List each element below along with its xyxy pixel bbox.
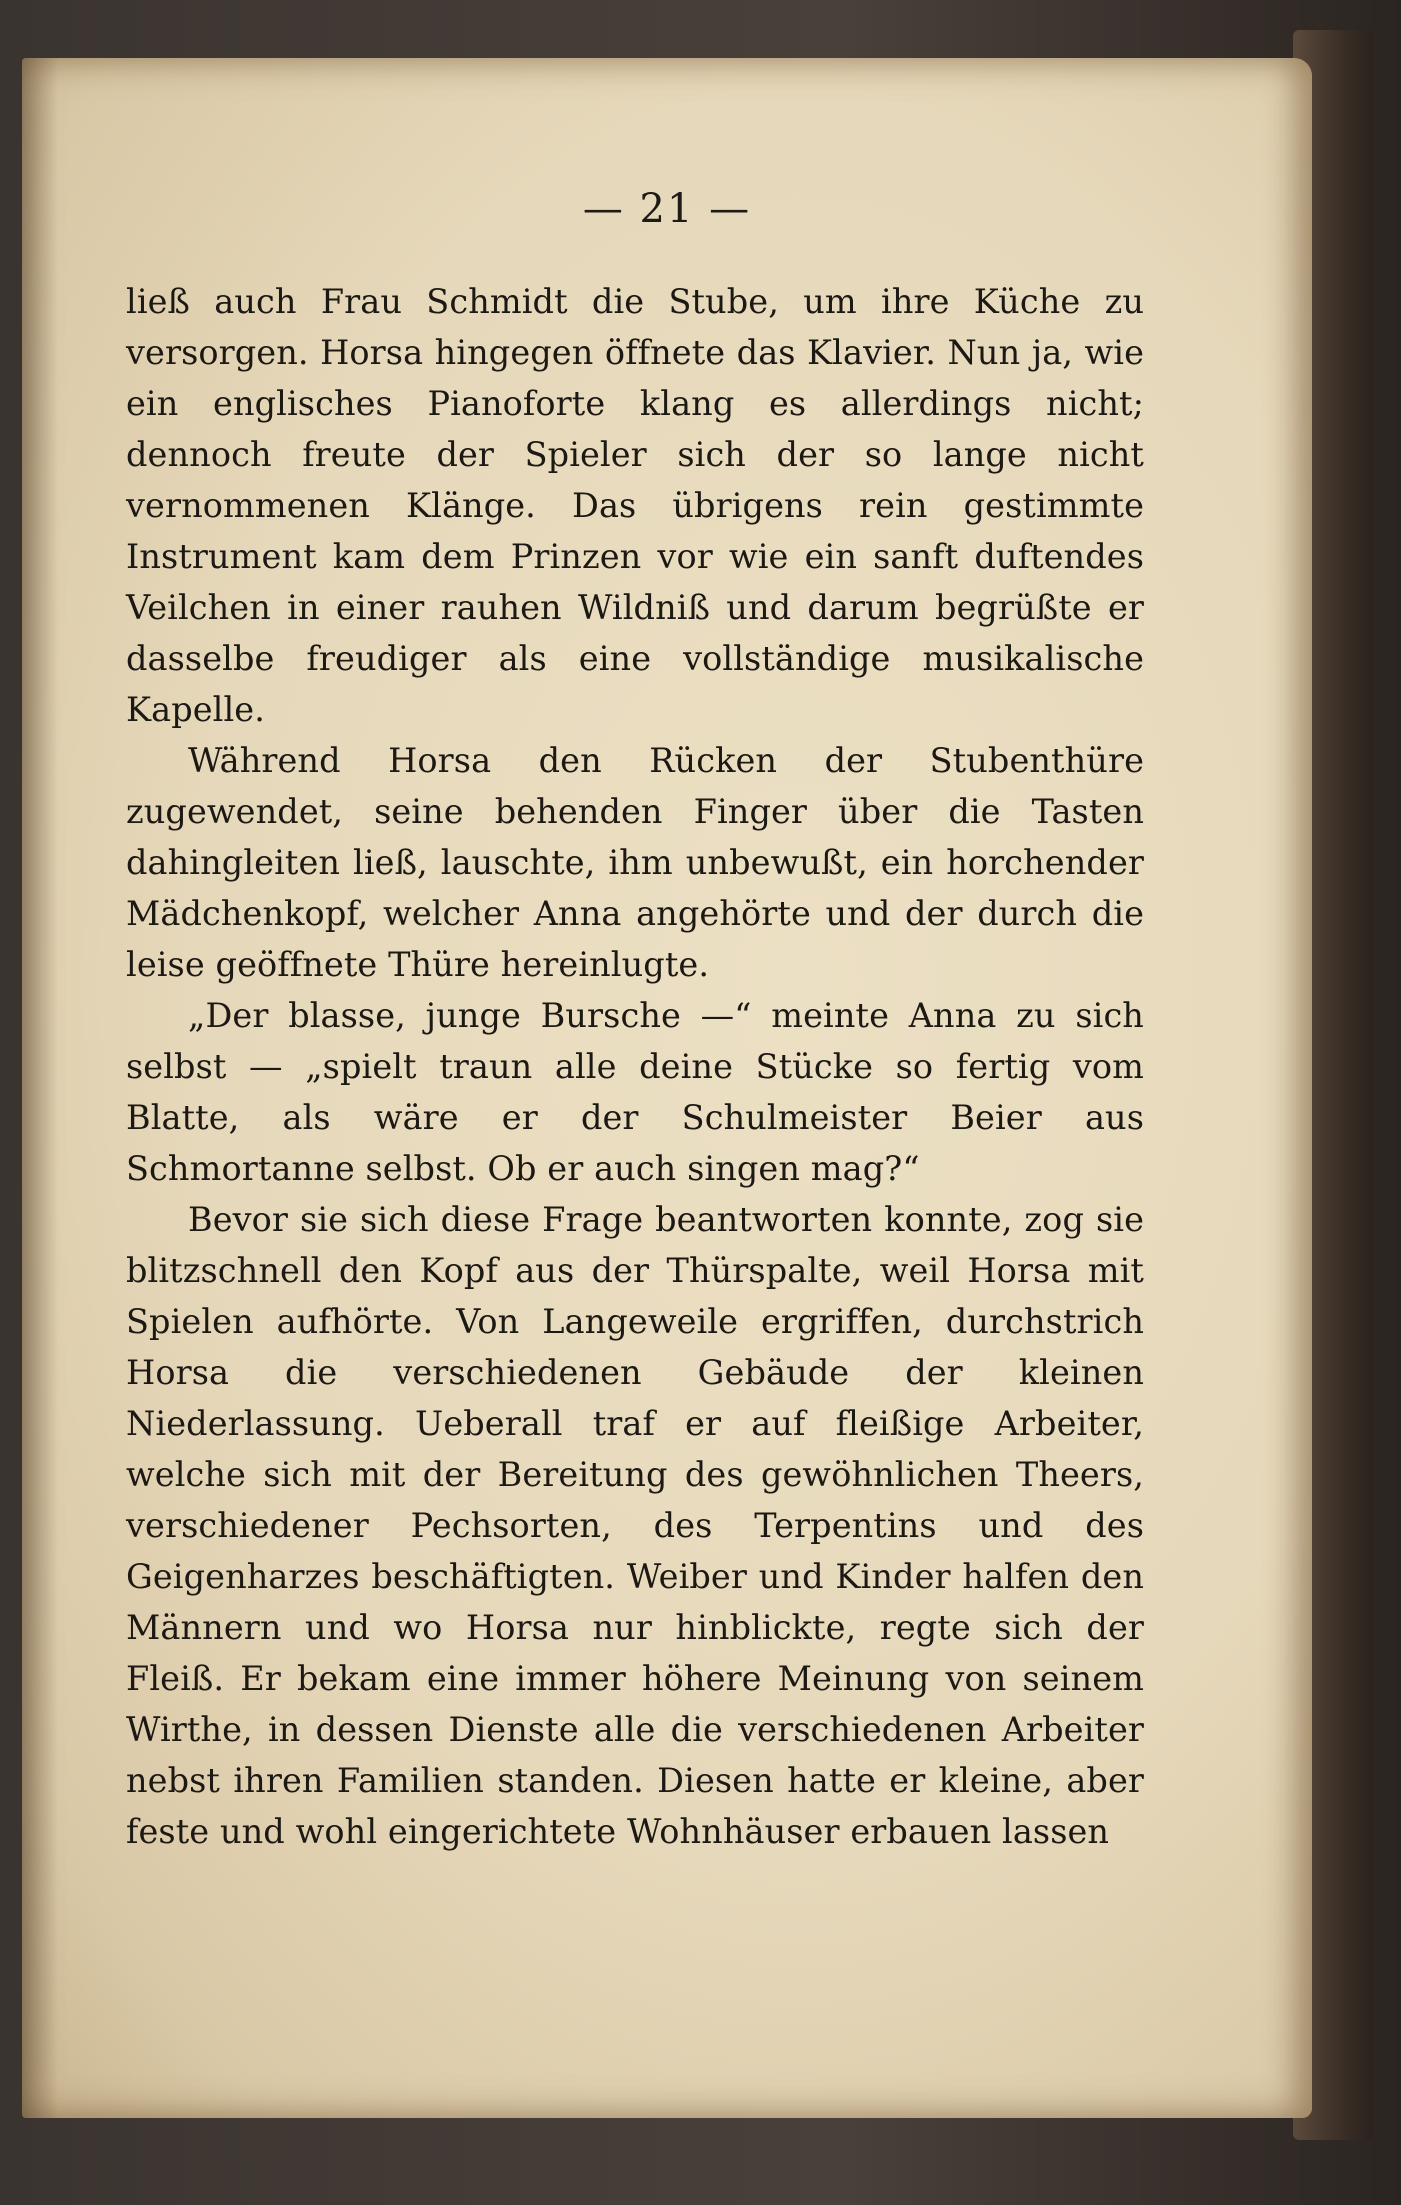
book-page — [22, 58, 1312, 2118]
page-number: — 21 — — [582, 186, 752, 232]
body-text — [126, 276, 1144, 1857]
paragraph: „Der blasse, junge Bursche —“ meinte Anna zu sich selbst — „spielt traun alle deine Stücke so fertig vom Blatte, als wäre er der Schulmeister Beier aus Schmortanne selbst. Ob er auch singen mag?“ — [126, 996, 1144, 1188]
paragraph: Während Horsa den Rücken der Stubenthüre zugewendet, seine behenden Finger über die Tasten dahingleiten ließ, lauschte, ihm unbewußt, ein horchender Mädchenkopf, welcher Anna angehörte und der durch die leise geöffnete Thüre hereinlugte. — [126, 741, 1144, 984]
paragraph: Bevor sie sich diese Frage beantworten konnte, zog sie blitzschnell den Kopf aus der Thürspalte, weil Horsa mit Spielen aufhörte. Von Langeweile ergriffen, durchstrich Horsa die verschiedenen Gebäude der kleinen Niederlassung. Ueberall traf er auf fleißige Arbeiter, welche sich mit der Bereitung des gewöhnlichen Theers, verschiedener Pechsorten, des Terpentins und des Geigenharzes beschäftigten. Weiber und Kinder halfen den Männern und wo Horsa nur hinblickte, regte sich der Fleiß. Er bekam eine immer höhere Meinung von seinem Wirthe, in dessen Dienste alle die verschiedenen Arbeiter nebst ihren Familien standen. Diesen hatte er kleine, aber feste und wohl eingerichtete Wohnhäuser erbauen lassen — [126, 1200, 1144, 1851]
paragraph: ließ auch Frau Schmidt die Stube, um ihre Küche zu versorgen. Horsa hingegen öffnete das Klavier. Nun ja, wie ein englisches Pianoforte klang es allerdings nicht; dennoch freute der Spieler sich der so lange nicht vernommenen Klänge. Das übrigens rein gestimmte Instrument kam dem Prinzen vor wie ein sanft duftendes Veilchen in einer rauhen Wildniß und darum begrüßte er dasselbe freudiger als eine vollständige musikalische Kapelle. — [126, 282, 1144, 729]
page-gutter-shadow — [22, 58, 58, 2118]
